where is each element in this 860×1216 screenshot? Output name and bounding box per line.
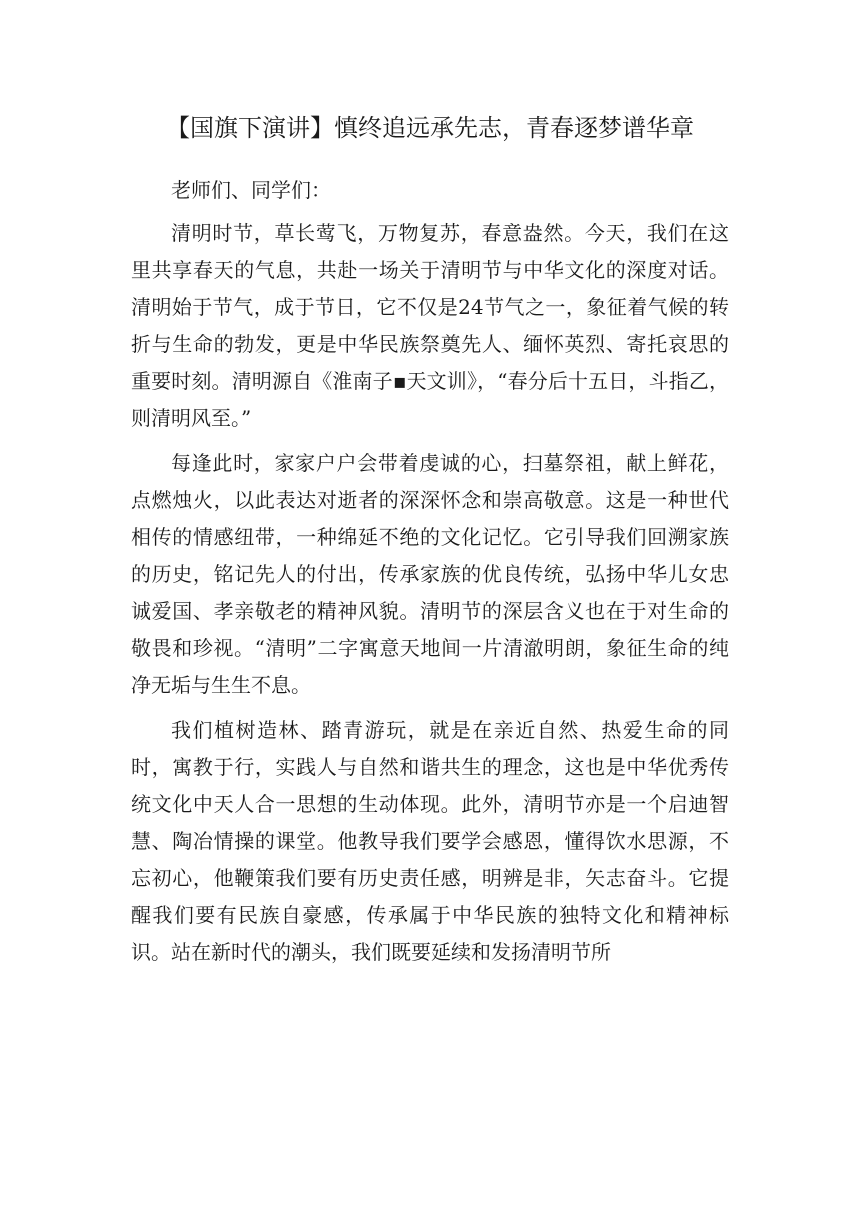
paragraph-1: 清明时节，草长莺飞，万物复苏，春意盎然。今天，我们在这里共享春天的气息，共赴一场关于清明节与中华文化的深度对话。清明始于节气，成于节日，它不仅是24节气之一，象征着气候的转折与生命的勃发，更是中华民族祭奠先人、缅怀英烈、寄托哀思的重要时刻。清明源自《淮南子▪天文训》，“春分后十五日，斗指乙，则清明风至。”	[131, 221, 729, 430]
paragraph-2: 每逢此时，家家户户会带着虔诚的心，扫墓祭祖，献上鲜花，点燃烛火，以此表达对逝者的深深怀念和崇高敬意。这是一种世代相传的情感纽带，一种绵延不绝的文化记忆。它引导我们回溯家族的历史，铭记先人的付出，传承家族的优良传统，弘扬中华儿女忠诚爱国、孝亲敬老的精神风貌。清明节的深层含义也在于对生命的敬畏和珍视。“清明”二字寓意天地间一片清澈明朗，象征生命的纯净无垢与生生不息。	[131, 451, 729, 697]
paragraph-3: 我们植树造林、踏青游玩，就是在亲近自然、热爱生命的同时，寓教于行，实践人与自然和谐共生的理念，这也是中华优秀传统文化中天人合一思想的生动体现。此外，清明节亦是一个启迪智慧、陶冶情操的课堂。他教导我们要学会感恩，懂得饮水思源，不忘初心，他鞭策我们要有历史责任感，明辨是非，矢志奋斗。它提醒我们要有民族自豪感，传承属于中华民族的独特文化和精神标识。站在新时代的潮头，我们既要延续和发扬清明节所	[131, 718, 729, 964]
salutation: 老师们、同学们：	[171, 178, 331, 202]
speech-body	[131, 172, 729, 979]
document-title: 【国旗下演讲】慎终追远承先志，青春逐梦谱华章	[166, 114, 694, 142]
